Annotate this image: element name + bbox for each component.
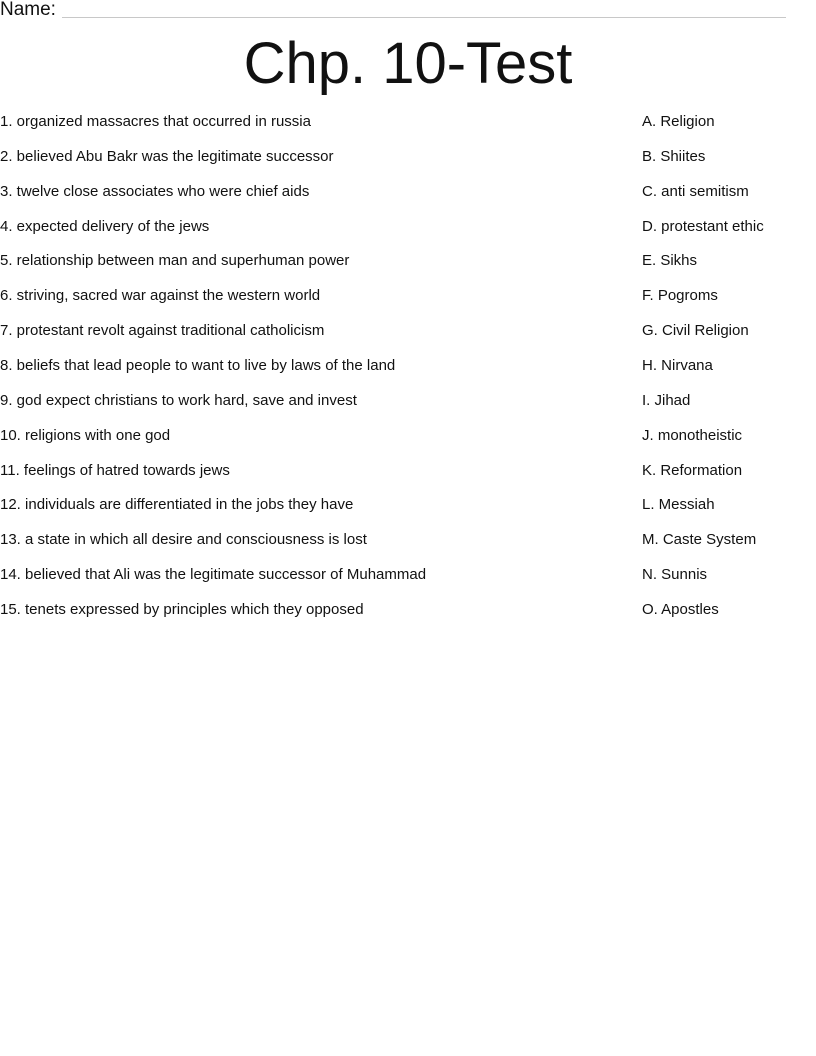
clue-item: 3. twelve close associates who were chief aids bbox=[0, 182, 310, 200]
clue-item: 13. a state in which all desire and consciousness is lost bbox=[0, 531, 367, 549]
answer-item: D. protestant ethic bbox=[642, 217, 764, 235]
clue-item: 2. believed Abu Bakr was the legitimate successor bbox=[0, 147, 334, 165]
answer-item: I. Jihad bbox=[642, 391, 691, 409]
clue-item: 15. tenets expressed by principles which they opposed bbox=[0, 601, 364, 619]
clue-item: 5. relationship between man and superhuman power bbox=[0, 252, 350, 270]
clue-item: 12. individuals are differentiated in the jobs they have bbox=[0, 496, 354, 514]
answer-item: B. Shiites bbox=[642, 147, 706, 165]
answer-item: L. Messiah bbox=[642, 496, 715, 514]
answer-item: E. Sikhs bbox=[642, 252, 698, 270]
clue-list bbox=[0, 112, 620, 635]
answer-item: F. Pogroms bbox=[642, 287, 718, 305]
clue-item: 1. organized massacres that occurred in russia bbox=[0, 113, 311, 130]
page-title: Chp. 10-Test bbox=[243, 31, 573, 96]
answer-item: C. anti semitism bbox=[642, 182, 749, 200]
clue-item: 4. expected delivery of the jews bbox=[0, 217, 210, 235]
name-label: Name: bbox=[0, 0, 56, 20]
answer-item: A. Religion bbox=[642, 113, 715, 130]
answer-item: G. Civil Religion bbox=[642, 322, 749, 340]
clue-item: 11. feelings of hatred towards jews bbox=[0, 461, 230, 479]
clue-item: 7. protestant revolt against traditional catholicism bbox=[0, 322, 325, 340]
clue-item: 14. believed that Ali was the legitimate successor of Muhammad bbox=[0, 566, 427, 584]
answer-item: O. Apostles bbox=[642, 601, 719, 619]
name-blank-line bbox=[62, 16, 786, 18]
answer-item: H. Nirvana bbox=[642, 357, 713, 375]
answer-item: K. Reformation bbox=[642, 461, 743, 479]
clue-item: 9. god expect christians to work hard, save and invest bbox=[0, 391, 357, 409]
clue-item: 10. religions with one god bbox=[0, 426, 171, 444]
answer-item: N. Sunnis bbox=[642, 566, 708, 584]
name-field bbox=[0, 0, 786, 20]
clue-item: 8. beliefs that lead people to want to live by laws of the land bbox=[0, 357, 396, 375]
answer-item: M. Caste System bbox=[642, 531, 757, 549]
answer-list bbox=[642, 112, 816, 635]
clue-item: 6. striving, sacred war against the western world bbox=[0, 287, 321, 305]
answer-item: J. monotheistic bbox=[642, 426, 743, 444]
